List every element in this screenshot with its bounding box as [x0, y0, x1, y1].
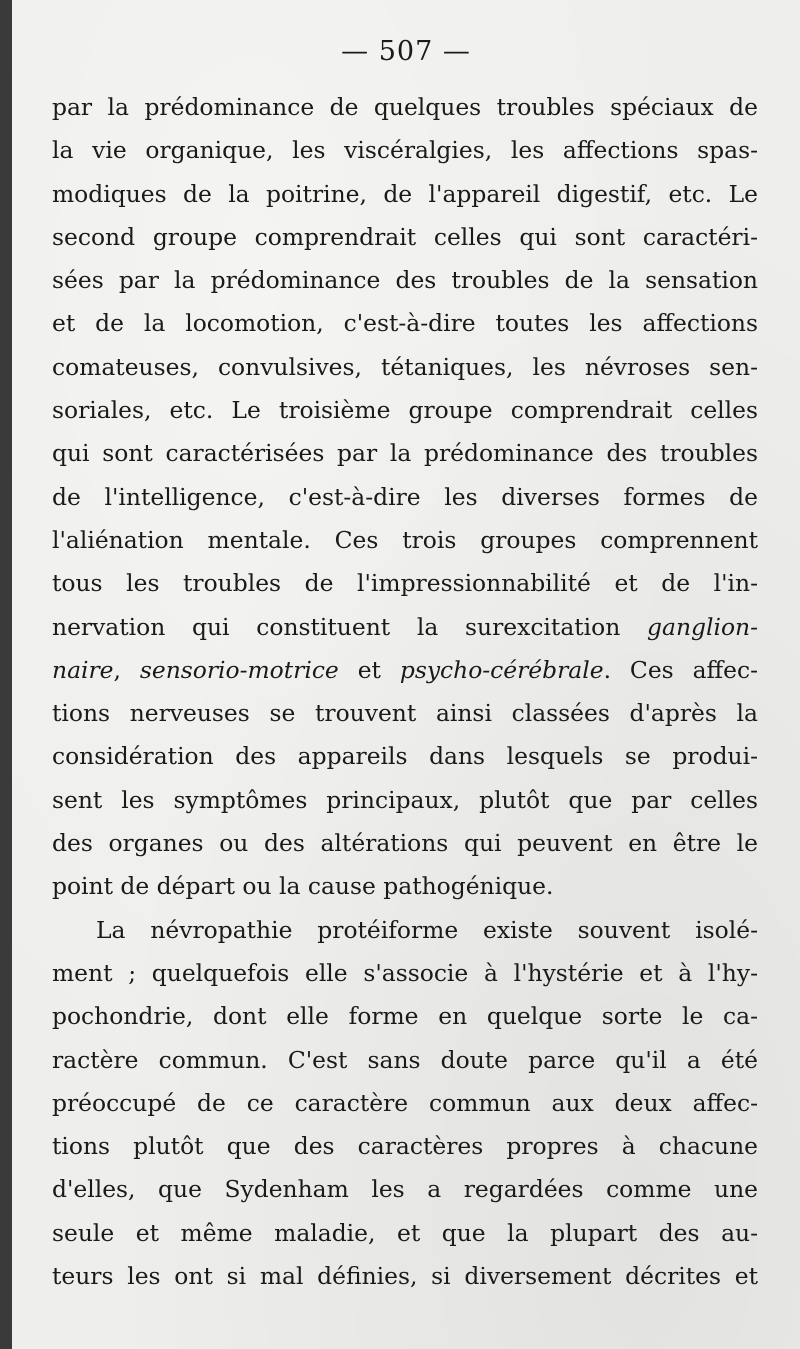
- text-line: tions plutôt que des caractères propres à chacune: [52, 1132, 758, 1161]
- text-line-mixed: [52, 649, 758, 692]
- text-line-mixed: [52, 606, 758, 649]
- text-line: comateuses, convulsives, tétaniques, les névroses sen-: [52, 352, 758, 381]
- italic-term: naire: [52, 655, 114, 684]
- page-body-text: [52, 86, 758, 1298]
- text-line: d'elles, que Sydenham les a regardées comme une: [52, 1175, 758, 1204]
- text-line: et de la locomotion, c'est-à-dire toutes les affections: [52, 309, 758, 338]
- text-line: tions nerveuses se trouvent ainsi classées d'après la: [52, 699, 758, 728]
- italic-term: psycho-cérébrale: [399, 655, 604, 684]
- text-line: point de départ ou la cause pathogénique.: [52, 872, 554, 901]
- text-segment: ,: [113, 655, 140, 684]
- text-line: par la prédominance de quelques troubles spéciaux de: [52, 93, 758, 121]
- text-line: seule et même maladie, et que la plupart des au-: [52, 1218, 758, 1247]
- text-line: la vie organique, les viscéralgies, les affections spas-: [52, 136, 758, 165]
- page-number: — 507 —: [341, 36, 471, 67]
- text-line: considération des appareils dans lesquels se produi-: [52, 742, 758, 771]
- text-segment: et: [338, 655, 400, 684]
- text-line: soriales, etc. Le troisième groupe comprendrait celles: [52, 396, 758, 425]
- paragraph-2: [52, 909, 758, 1299]
- text-line: modiques de la poitrine, de l'appareil digestif, etc. Le: [52, 179, 758, 208]
- italic-term: sensorio-motrice: [139, 655, 339, 684]
- text-line: des organes ou des altérations qui peuvent en être le: [52, 829, 758, 858]
- paragraph-1: [52, 86, 758, 909]
- text-line: pochondrie, dont elle forme en quelque sorte le ca-: [52, 1002, 758, 1031]
- text-line: ment ; quelquefois elle s'associe à l'hystérie et à l'hy-: [52, 958, 758, 987]
- text-line: teurs les ont si mal définies, si diversement décrites et: [52, 1262, 758, 1291]
- text-line: sées par la prédominance des troubles de la sensation: [52, 266, 758, 295]
- italic-term: ganglion-: [647, 612, 758, 641]
- text-line: La névropathie protéiforme existe souvent isolé-: [96, 915, 758, 944]
- text-segment: nervation qui constituent la surexcitation: [52, 612, 621, 641]
- text-line: de l'intelligence, c'est-à-dire les diverses formes de: [52, 482, 758, 511]
- book-page: [12, 0, 800, 1349]
- text-segment: . Ces affec-: [603, 655, 758, 684]
- text-line: tous les troubles de l'impressionnabilité et de l'in-: [52, 569, 758, 598]
- text-line: qui sont caractérisées par la prédominance des troubles: [52, 439, 758, 468]
- text-line: sent les symptômes principaux, plutôt que par celles: [52, 785, 758, 814]
- text-line: second groupe comprendrait celles qui sont caractéri-: [52, 222, 758, 251]
- text-line: l'aliénation mentale. Ces trois groupes comprennent: [52, 525, 758, 554]
- text-line: préoccupé de ce caractère commun aux deux affec-: [52, 1088, 758, 1117]
- text-line: ractère commun. C'est sans doute parce qu'il a été: [52, 1045, 758, 1074]
